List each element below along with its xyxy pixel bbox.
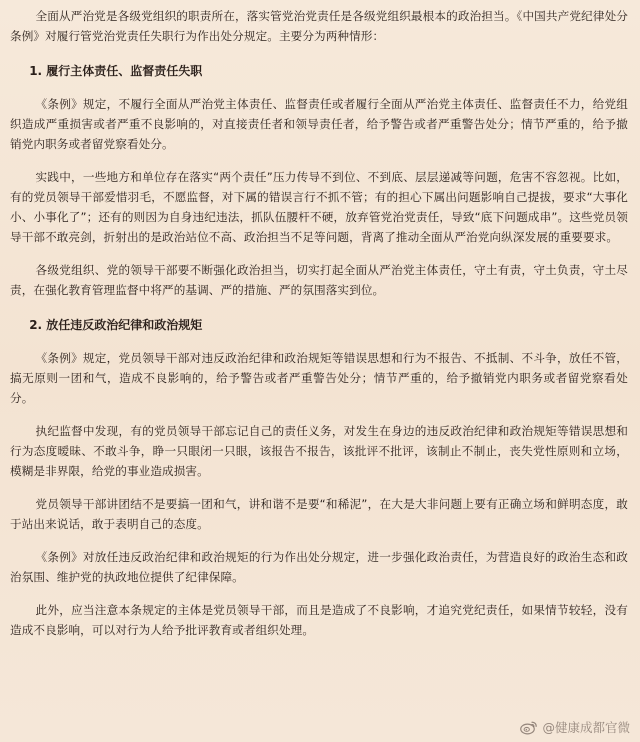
section2-paragraph-4: 《条例》对放任违反政治纪律和政治规矩的行为作出处分规定，进一步强化政治责任，为营造良好的政治生态和政治氛围、维护党的执政地位提供了纪律保障。 bbox=[10, 550, 628, 584]
weibo-icon bbox=[520, 720, 538, 735]
intro-paragraph: 全面从严治党是各级党组织的职责所在，落实管党治党责任是各级党组织最根本的政治担当。《中国共产党纪律处分条例》对履行管党治党责任失职行为作出处分规定。主要分为两种情形： bbox=[10, 9, 628, 43]
section1-paragraph-2: 实践中，一些地方和单位存在落实“两个责任”压力传导不到位、不到底、层层递减等问题，危害不容忽视。比如，有的党员领导干部爱惜羽毛，不愿监督，对下属的错误言行不抓不管；有的担心下属出问题影响自己提拔，要求“大事化小、小事化了”；还有的则因为自身违纪违法，抓队伍腰杆不硬，放弃管党治党责任，导致“底下问题成串”。这些党员领导干部不敢亮剑，折射出的是政治站位不高、政治担当不足等问题，背离了推动全面从严治党向纵深发展的重要要求。 bbox=[10, 170, 628, 244]
watermark-text: @健康成都官微 bbox=[542, 720, 630, 735]
section2-paragraph-2: 执纪监督中发现，有的党员领导干部忘记自己的责任义务，对发生在身边的违反政治纪律和政治规矩等错误思想和行为态度暧昧、不敢斗争，睁一只眼闭一只眼，该报告不报告，该批评不批评，该制止不制止，丧失党性原则和立场，模糊是非界限，给党的事业造成损害。 bbox=[10, 424, 628, 478]
section1-paragraph-3: 各级党组织、党的领导干部要不断强化政治担当，切实打起全面从严治党主体责任，守土有责，守土负责，守土尽责，在强化教育管理监督中将严的基调、严的措施、严的氛围落实到位。 bbox=[10, 263, 628, 297]
section-heading-1: 1. 履行主体责任、监督责任失职 bbox=[29, 64, 203, 78]
weibo-watermark bbox=[520, 718, 630, 736]
section2-paragraph-1: 《条例》规定，党员领导干部对违反政治纪律和政治规矩等错误思想和行为不报告、不抵制、不斗争，放任不管，搞无原则一团和气，造成不良影响的，给予警告或者严重警告处分；情节严重的，给予撤销党内职务或者留党察看处分。 bbox=[10, 351, 628, 405]
closing-paragraph: 此外，应当注意本条规定的主体是党员领导干部，而且是造成了不良影响，才追究党纪责任，如果情节较轻，没有造成不良影响，可以对行为人给予批评教育或者组织处理。 bbox=[10, 603, 628, 637]
section2-paragraph-3: 党员领导干部讲团结不是要搞一团和气，讲和谐不是要“和稀泥”，在大是大非问题上要有正确立场和鲜明态度，敢于站出来说话，敢于表明自己的态度。 bbox=[10, 497, 628, 531]
section1-paragraph-1: 《条例》规定，不履行全面从严治党主体责任、监督责任或者履行全面从严治党主体责任、监督责任不力，给党组织造成严重损害或者严重不良影响的，对直接责任者和领导责任者，给予警告或者严重警告处分；情节严重的，给予撤销党内职务或者留党察看处分。 bbox=[10, 97, 628, 151]
section-heading-2: 2. 放任违反政治纪律和政治规矩 bbox=[29, 318, 203, 332]
